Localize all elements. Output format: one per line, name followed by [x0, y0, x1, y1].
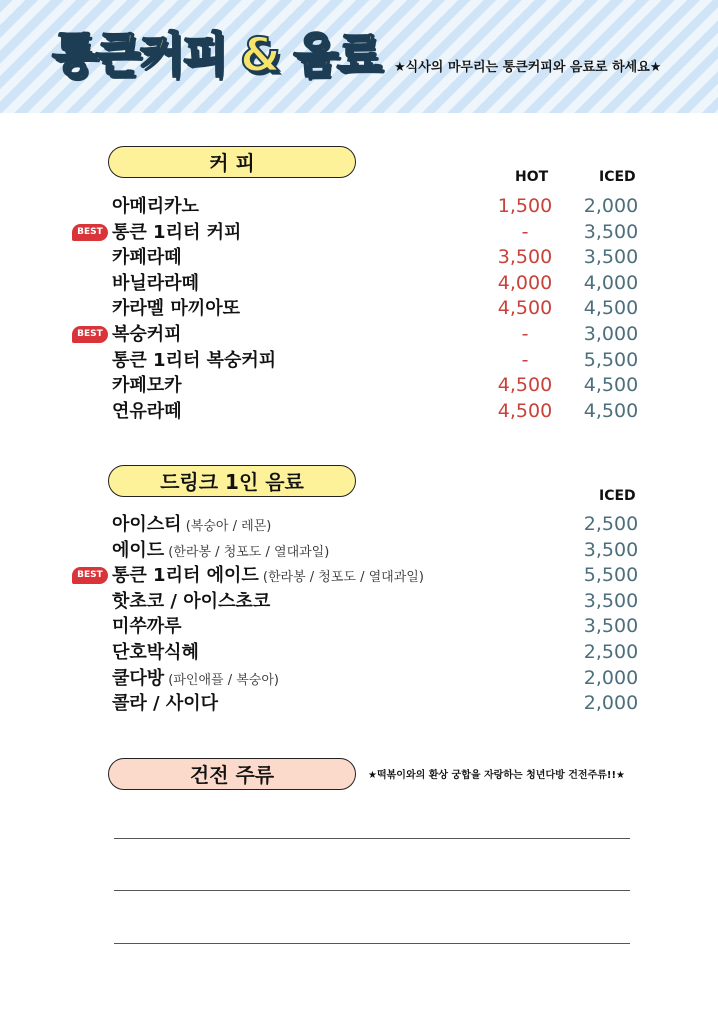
best-badge: BEST: [72, 326, 108, 343]
iced-price: 2,000: [583, 195, 639, 217]
write-in-line: [114, 943, 630, 944]
menu-item-name: [112, 348, 276, 373]
iced-price: 3,500: [583, 615, 639, 638]
best-badge: BEST: [72, 567, 108, 584]
iced-price: 4,000: [583, 271, 639, 294]
menu-row: [0, 691, 718, 716]
menu-item-name: [112, 245, 182, 270]
iced-price: 4,500: [583, 374, 639, 397]
iced-price: 2,000: [583, 666, 639, 689]
menu-item-name: [112, 399, 182, 424]
page-title: 통큰커피 & 음료: [52, 28, 381, 83]
hot-price: 1,500: [497, 195, 553, 217]
menu-item-label: 에이드: [112, 539, 165, 561]
iced-price: 5,500: [583, 564, 639, 587]
menu-row: [0, 220, 718, 245]
hot-price: 3,500: [497, 246, 553, 269]
iced-price: 2,500: [583, 513, 639, 535]
write-in-line: [114, 890, 630, 891]
menu-item-label: 쿨다방: [112, 667, 165, 689]
write-in-line: [114, 838, 630, 839]
menu-item-name: [112, 296, 240, 321]
menu-item-note: (파인애플 / 복숭아): [164, 672, 279, 688]
menu-item-name: [112, 538, 329, 565]
menu-item-note: (한라봉 / 청포도 / 열대과일): [258, 570, 424, 586]
menu-item-label: 미쑤까루: [112, 616, 182, 638]
page-subtitle: ★식사의 마무리는 통큰커피와 음료로 하세요★: [394, 60, 662, 75]
menu-item-name: [112, 220, 241, 245]
iced-price: 3,500: [583, 220, 639, 243]
menu-row: [0, 512, 718, 537]
menu-row: [0, 245, 718, 270]
menu-row: [0, 563, 718, 588]
hot-price: -: [521, 220, 529, 243]
iced-price: 2,000: [583, 692, 639, 715]
menu-row: [0, 640, 718, 665]
iced-price: 4,500: [583, 297, 639, 320]
drinks-iced-header: ICED: [599, 488, 636, 504]
menu-item-label: 연유라떼: [112, 400, 182, 422]
menu-item-label: 바닐라라떼: [112, 272, 199, 294]
menu-item-label: 통큰 1리터 에이드: [112, 565, 259, 587]
menu-item-name: [112, 322, 182, 347]
menu-item-name: [112, 563, 424, 590]
menu-row: [0, 589, 718, 614]
hot-price: 4,500: [497, 374, 553, 397]
menu-item-label: 아이스티: [112, 514, 182, 535]
liquor-section-title: 건전 주류: [108, 758, 356, 790]
menu-item-name: [112, 194, 199, 219]
hot-price: 4,500: [497, 399, 553, 422]
hot-price: 4,500: [497, 297, 553, 320]
menu-item-name: [112, 691, 218, 716]
menu-item-label: 아메리카노: [112, 196, 199, 217]
menu-item-name: [112, 614, 182, 639]
iced-price: 3,500: [583, 589, 639, 612]
menu-item-label: 카페모카: [112, 375, 182, 397]
header-banner: [0, 0, 718, 113]
menu-item-note: (복숭아 / 레몬): [181, 519, 272, 534]
menu-row: [0, 322, 718, 347]
iced-price: 3,500: [583, 246, 639, 269]
coffee-iced-header: ICED: [599, 169, 636, 185]
menu-item-name: [112, 512, 271, 539]
liquor-note: ★떡볶이와의 환상 궁합을 자랑하는 청년다방 건전주류!!★: [368, 770, 625, 781]
iced-price: 3,500: [583, 538, 639, 561]
iced-price: 2,500: [583, 641, 639, 663]
menu-item-label: 통큰 1리터 복숭커피: [112, 349, 277, 371]
iced-price: 5,500: [583, 348, 639, 371]
best-badge: BEST: [72, 224, 108, 241]
iced-price: 3,000: [583, 323, 639, 345]
menu-item-label: 통큰 1리터 커피: [112, 221, 242, 243]
menu-row: [0, 538, 718, 563]
menu-row: [0, 399, 718, 424]
menu-item-label: 핫초코 / 아이스초코: [112, 590, 271, 612]
hot-price: -: [521, 323, 529, 345]
menu-row: [0, 348, 718, 373]
menu-item-name: [112, 640, 199, 665]
menu-item-name: [112, 589, 270, 614]
menu-row: [0, 614, 718, 639]
menu-row: [0, 296, 718, 321]
menu-row: [0, 271, 718, 296]
menu-row: [0, 194, 718, 219]
menu-row: [0, 373, 718, 398]
menu-item-name: [112, 373, 182, 398]
hot-price: 4,000: [497, 271, 553, 294]
menu-item-name: [112, 666, 279, 693]
menu-item-label: 복숭커피: [112, 324, 182, 345]
coffee-section-title: 커 피: [108, 146, 356, 178]
menu-row: [0, 666, 718, 691]
drinks-section-title: 드링크 1인 음료: [108, 465, 356, 497]
iced-price: 4,500: [583, 399, 639, 422]
menu-item-label: 카라멜 마끼아또: [112, 298, 240, 320]
coffee-hot-header: HOT: [515, 169, 549, 185]
menu-item-note: (한라봉 / 청포도 / 열대과일): [164, 544, 330, 560]
menu-item-label: 카페라떼: [112, 247, 182, 269]
menu-item-label: 단호박식혜: [112, 642, 199, 663]
hot-price: -: [521, 348, 529, 371]
menu-item-name: [112, 271, 199, 296]
menu-item-label: 콜라 / 사이다: [112, 693, 219, 715]
